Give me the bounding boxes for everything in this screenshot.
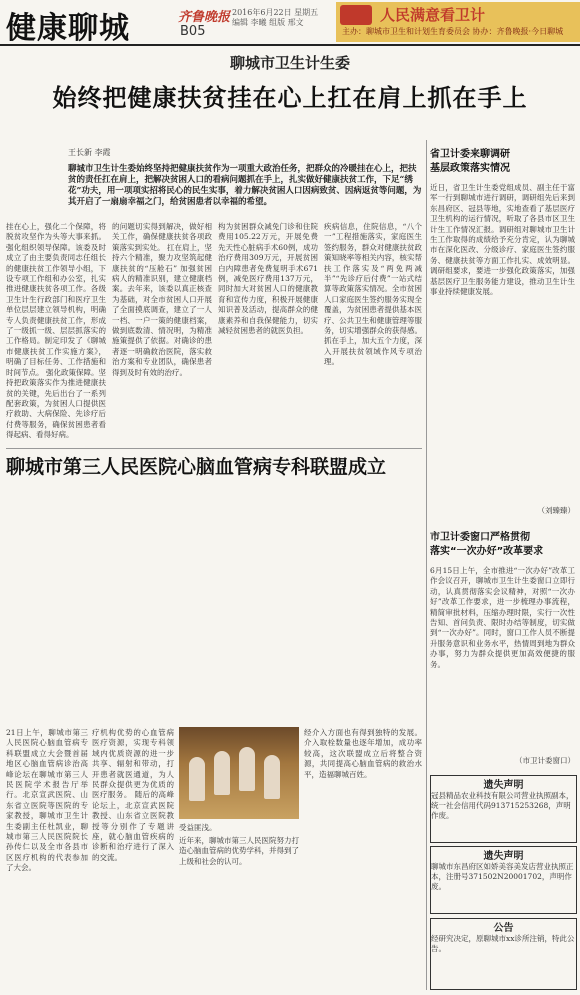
- article-column-3: 构为贫困群众减免门诊和住院费用105.22万元，开展免费先天性心脏病手术60例，成功治疗费用309万元，开展贫困白内障患者免费复明手术671例，减免医疗费用137万元，同时加大对贫困人口的健康教育和宣传力度，积极开展健康知识普及活动，提高群众的健康素养和自我保健能力，切实减轻贫困患者的就医负担。: [218, 222, 318, 336]
- banner-subtitle: 主办：聊城市卫生和计划生育委员会 协办：齐鲁晚报·今日聊城: [342, 27, 564, 36]
- second-article-column-4: 经介入方面也有得到独特的发展。介入取栓数量也逐年增加，成功率较高，这次联盟成立后将整合资源，共同提高心脑血管病的救治水平，造福聊城百姓。: [304, 728, 422, 779]
- section-divider: [6, 448, 422, 449]
- side-article-1-title-line1: 省卫计委来聊调研: [430, 149, 510, 160]
- notice-body: 聊城市东昌府区如娇美容美发店营业执照正本，注册号371502N20001702，声明作废。: [431, 862, 574, 891]
- side-article-2-title-line2: 落实“一次办好”改革要求: [430, 546, 544, 557]
- second-article-column-1: 21日上午，聊城市第三人民医院心脑血管病专科联盟成立大会暨首届地区心脑血管病诊治高峰论坛在聊城市第三人民医院学术报告厅举行。北京宣武医院、山东省立医院等医院的专家教授，聊城市卫生计生委副主任杜凯业，聊城市第三人民医院院长孙传仁以及全市各县市区医疗机构的代表参加了大会。: [6, 728, 88, 873]
- article-column-2: 的问题切实得到解决，做好相关工作，确保健康扶贫各项政策落实到实处。 扛在肩上，坚持六个精准，聚力攻坚筑起健康扶贫的“压舱石” 加强贫困病人的精准识别，建立健康档案。去年来，该委以真正核查为基础，对全市贫困人口开展了全面摸底调查，建立了一人一档、一户一策的健康档案，做到底数清、情况明，为精准施策提供了依据。对确诊的患者逐一明确救治医院，落实救治方案和专业团队，确保患者得到及时有效的治疗。: [112, 222, 212, 377]
- column-divider: [426, 140, 427, 990]
- second-article-column-3: 近年来，聊城市第三人民医院努力打造心脑血管病的优势学科，并得到了上级和社会的认可。: [179, 836, 299, 866]
- paper-logo: 齐鲁晚报: [178, 10, 231, 25]
- photo-person-icon: [189, 757, 205, 801]
- masthead-meta: [232, 8, 318, 28]
- side-article-2-title-line1: 市卫计委窗口严格贯彻: [430, 532, 530, 543]
- notice-box: [430, 918, 577, 990]
- notice-body: 冠县精品农业科技有限公司营业执照副本，统一社会信用代码913715253268，声明作废。: [431, 791, 574, 820]
- second-article-column-2: 疗机构优势的心血管病医疗资源，实现专科领域内优质资源的进一步共享、辐射和带动，打开患者就医通道，为人民群众提供更为优质的医疗服务。 随后的高峰论坛上，北京宣武医院教授、山东省立医院教授等分别作了专题讲座，就心脑血管疾病的诊断和治疗进行了深入的交流。: [92, 728, 174, 862]
- article-column-4: 疾病信息，住院信息，“八个一”工程措施落实，家庭医生签约服务，群众对健康扶贫政策知晓率等相关内容，核实帮扶工作落实及“两免两减半”“先诊疗后付费”一站式结算等政策落实情况。全市贫困人口家庭医生签约服务实现全覆盖，为贫困患者提供基本医疗、公共卫生和健康管理等服务，切实增强群众的获得感。 抓在手上，加大五个力度，深入开展扶贫领域作风专项治理。: [324, 222, 422, 367]
- article-column-1: 挂在心上，强化二个保障，将脱贫攻坚作为头等大事来抓。 强化组织领导保障。该委及时成立了由主要负责同志任组长的健康扶贫工作领导小组，下设专项工作组和办公室，扎实推进健康扶贫各项工作。各级卫生计生行政部门和医疗卫生单位层层建立领导机构，明确专人负责健康扶贫工作，形成了一级抓一级、层层抓落实的工作格局。制定印发了《聊城市健康扶贫工作实施方案》，明确了目标任务、工作措施和时间节点。 强化政策保障。坚持把政策落实作为推进健康扶贫的关键，先后出台了一系列配套政策，为贫困人口提供医疗救助、大病保险、先诊疗后付费等服务，确保贫困患者看得起病、看得好病。: [6, 222, 106, 440]
- side-article-1-title: [430, 148, 575, 176]
- side-article-2-body: 6月15日上午，全市推进“一次办好”改革工作会议召开，聊城市卫生计生委窗口立即行动，认真贯彻落实会议精神，对照“一次办好”改革工作要求，进一步梳理办事流程，精简审批材料，压缩办理时限，实行一次性告知、首问负责、限时办结等制度，切实做到“一次办好”。同时，窗口工作人员不断提升服务意识和业务水平，热情周到地为群众办事，努力为群众提供更加高效便捷的服务。: [430, 566, 575, 669]
- side-article-1-title-line2: 基层政策落实情况: [430, 163, 510, 174]
- second-article-headline: 聊城市第三人民医院心脑血管病专科联盟成立: [6, 456, 387, 478]
- photo-person-icon: [214, 751, 230, 795]
- banner: [336, 2, 580, 42]
- article-kicker: 聊城市卫生计生委: [229, 54, 350, 72]
- side-article-1-byline: （刘臻臻）: [537, 506, 575, 515]
- article-headline: 始终把健康扶贫挂在心上扛在肩上抓在手上: [52, 84, 528, 112]
- photo-person-icon: [264, 755, 280, 799]
- notice-box: [430, 846, 577, 914]
- notice-title: 遗失声明: [483, 780, 524, 791]
- article-authors: 王长新 李霞: [68, 148, 111, 157]
- notice-title: 遗失声明: [483, 851, 524, 862]
- photo-caption: 受益匪浅。: [179, 823, 217, 832]
- masthead: [0, 0, 580, 46]
- page-number: B05: [180, 24, 206, 39]
- notice-body: 经研究决定，原聊城市xx诊所注销，特此公告。: [431, 934, 575, 953]
- side-article-2-byline: （市卫计委窗口）: [515, 756, 575, 765]
- banner-badge-icon: [340, 5, 372, 25]
- section-title: 健康聊城: [6, 11, 130, 46]
- article-lead: 聊城市卫生计生委始终坚持把健康扶贫作为一项重大政治任务，把群众的冷暖挂在心上，把扶贫的责任扛在肩上，把解决贫困人口的看病问题抓在手上，扎实做好健康扶贫工作，下足“绣花”功夫，用一项项实招将民心的民生实事，着力解决贫困人口因病致贫、因病返贫等问题，为其开启了一扇扇幸福之门，给贫困患者以幸福的希望。: [68, 164, 422, 207]
- banner-title: 人民满意看卫计: [380, 6, 486, 24]
- side-article-1-body: 近日，省卫生计生委党组成员、副主任于富军一行到聊城市进行调研，调研组先后来到东昌府区、冠县等地，实地查看了基层医疗卫生机构的运行情况，听取了各县市区卫生计生工作情况汇报。调研组对聊城市卫生计生工作取得的成绩给予充分肯定，认为聊城市在深化医改、分级诊疗、家庭医生签约服务、健康扶贫等方面工作扎实、成效明显。调研组要求，要进一步强化政策落实，加强基层医疗卫生服务能力建设，推动卫生计生事业持续健康发展。: [430, 183, 575, 297]
- photo-person-icon: [239, 747, 255, 791]
- editor-line: 编辑 李曦 组版 邢文: [232, 18, 304, 27]
- notice-title: 公告: [493, 923, 514, 934]
- date-line: 2016年6月22日 星期五: [232, 8, 319, 17]
- side-article-2-title: [430, 531, 575, 559]
- ceremony-photo: [179, 727, 299, 819]
- notice-box: [430, 775, 577, 843]
